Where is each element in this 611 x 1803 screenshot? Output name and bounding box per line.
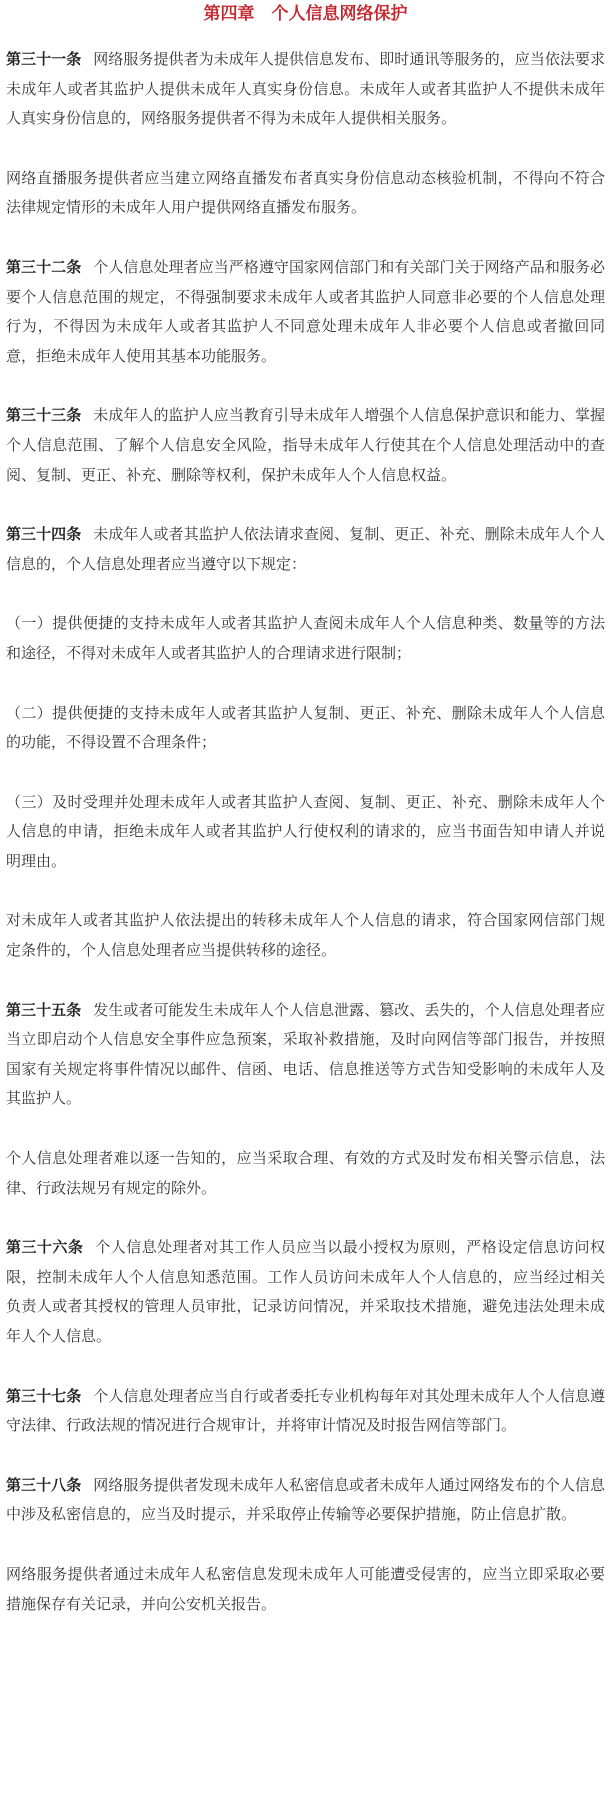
article-number: 第三十四条 xyxy=(6,525,82,544)
article-text: 个人信息处理者对其工作人员应当以最小授权为原则，严格设定信息访问权限，控制未成年人个人信息知悉范围。工作人员访问未成年人个人信息的，应当经过相关负责人或者其授权的管理人员审批，记录访问情况，并采取技术措施，避免违法处理未成年人个人信息。 xyxy=(6,1238,605,1345)
article-34-para xyxy=(6,520,605,579)
article-text: （三）及时受理并处理未成年人或者其监护人查阅、复制、更正、补充、删除未成年人个人信息的申请，拒绝未成年人或者其监护人行使权利的请求的，应当书面告知申请人并说明理由。 xyxy=(6,792,605,870)
article-38-para xyxy=(6,1471,605,1530)
article-number: 第三十一条 xyxy=(6,50,82,68)
article-text: 网络服务提供者通过未成年人私密信息发现未成年人可能遭受侵害的，应当立即采取必要措施保存有关记录，并向公安机关报告。 xyxy=(6,1564,605,1613)
article-number: 第三十八条 xyxy=(6,1475,82,1494)
article-38-para-2 xyxy=(6,1560,605,1619)
article-text: 发生或者可能发生未成年人个人信息泄露、篡改、丢失的，个人信息处理者应当立即启动个人信息安全事件应急预案，采取补救措施，及时向网信等部门报告，并按照国家有关规定将事件情况以邮件、信函、电话、信息推送等方式告知受影响的未成年人及其监护人。 xyxy=(6,1000,605,1108)
article-34-para-2 xyxy=(6,906,605,965)
article-text: （一）提供便捷的支持未成年人或者其监护人查阅未成年人个人信息种类、数量等的方法和途径，不得对未成年人或者其监护人的合理请求进行限制； xyxy=(6,614,605,662)
article-32-para xyxy=(6,253,605,371)
article-33-para xyxy=(6,401,605,490)
article-text: 未成年人的监护人应当教育引导未成年人增强个人信息保护意识和能力、掌握个人信息范围、了解个人信息安全风险，指导未成年人行使其在个人信息处理活动中的查阅、复制、更正、补充、删除等权利，保护未成年人个人信息权益。 xyxy=(6,406,605,484)
article-34-item-2 xyxy=(6,699,605,758)
article-text: 未成年人或者其监护人依法请求查阅、复制、更正、补充、删除未成年人个人信息的，个人信息处理者应当遵守以下规定： xyxy=(6,525,605,573)
article-number: 第三十七条 xyxy=(6,1386,82,1405)
article-number: 第三十五条 xyxy=(6,1000,82,1019)
article-34-item-1 xyxy=(6,609,605,668)
article-36-para xyxy=(6,1233,605,1351)
chapter-title: 第四章 个人信息网络保护 xyxy=(203,4,408,24)
article-text: 个人信息处理者应当自行或者委托专业机构每年对其处理未成年人个人信息遵守法律、行政法规的情况进行合规审计，并将审计情况及时报告网信等部门。 xyxy=(6,1386,605,1435)
article-text: 网络服务提供者发现未成年人私密信息或者未成年人通过网络发布的个人信息中涉及私密信息的，应当及时提示，并采取停止传输等必要保护措施，防止信息扩散。 xyxy=(6,1475,605,1524)
article-number: 第三十二条 xyxy=(6,257,82,276)
article-text: 网络服务提供者为未成年人提供信息发布、即时通讯等服务的，应当依法要求未成年人或者其监护人提供未成年人真实身份信息。未成年人或者其监护人不提供未成年人真实身份信息的，网络服务提供者不得为未成年人提供相关服务。 xyxy=(6,50,605,128)
article-31-para-2 xyxy=(6,164,605,223)
article-35-para xyxy=(6,996,605,1114)
article-31-para xyxy=(6,45,605,134)
article-text: 个人信息处理者难以逐一告知的，应当采取合理、有效的方式及时发布相关警示信息，法律、行政法规另有规定的除外。 xyxy=(6,1149,605,1197)
article-34-item-3 xyxy=(6,788,605,877)
article-35-para-2 xyxy=(6,1144,605,1203)
article-text: 网络直播服务提供者应当建立网络直播发布者真实身份信息动态核验机制，不得向不符合法律规定情形的未成年人用户提供网络直播发布服务。 xyxy=(6,168,605,217)
article-37-para xyxy=(6,1382,605,1441)
article-text: 个人信息处理者应当严格遵守国家网信部门和有关部门关于网络产品和服务必要个人信息范围的规定，不得强制要求未成年人或者其监护人同意非必要的个人信息处理行为，不得因为未成年人或者其监护人不同意处理未成年人非必要个人信息或者撤回同意，拒绝未成年人使用其基本功能服务。 xyxy=(6,257,605,365)
article-text: 对未成年人或者其监护人依法提出的转移未成年人个人信息的请求，符合国家网信部门规定条件的，个人信息处理者应当提供转移的途径。 xyxy=(6,911,605,960)
article-number: 第三十六条 xyxy=(6,1238,84,1257)
article-number: 第三十三条 xyxy=(6,406,82,425)
article-text: （二）提供便捷的支持未成年人或者其监护人复制、更正、补充、删除未成年人个人信息的功能，不得设置不合理条件； xyxy=(6,703,605,752)
